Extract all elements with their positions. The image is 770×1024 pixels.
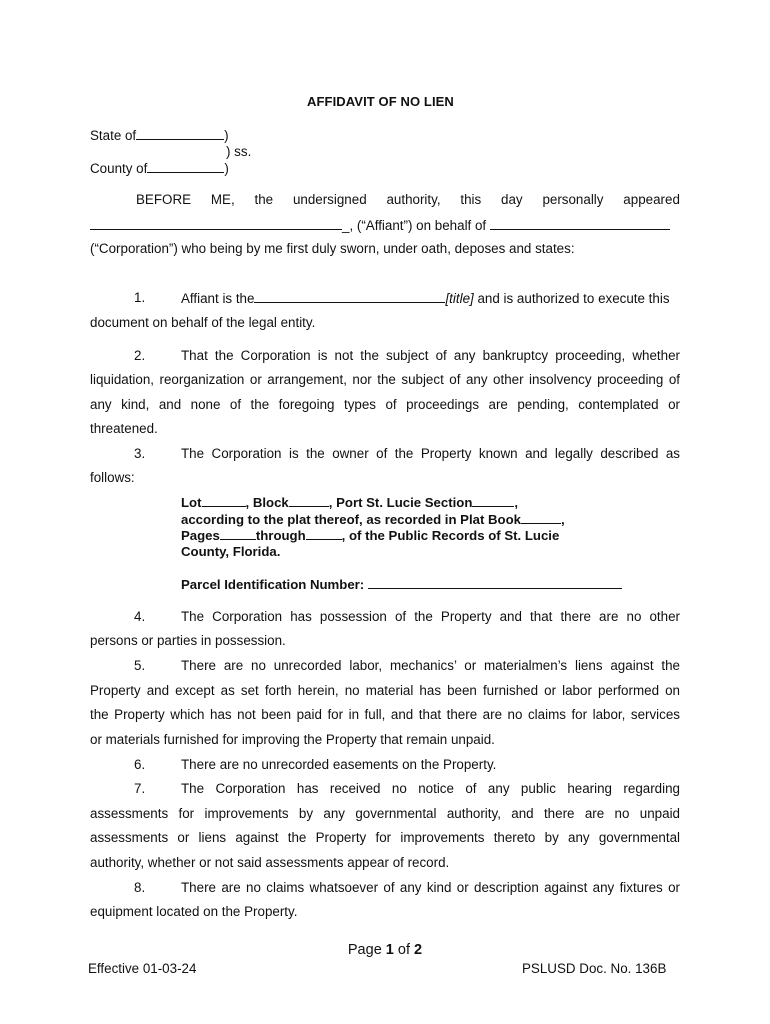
paragraph-2-line-4: threatened. — [90, 421, 158, 436]
legal-description-line-3 — [181, 527, 559, 545]
intro-word: ME, — [210, 192, 235, 207]
paragraph-8-line-2: equipment located on the Property. — [90, 904, 298, 919]
plat-book-label: according to the plat thereof, as recorded in Plat Book — [181, 512, 522, 527]
paragraph-6-first-line: There are no unrecorded easements on the Property. — [181, 757, 497, 772]
p1-text-b: and is authorized to execute this — [477, 291, 670, 306]
p1-text-a: Affiant is the — [181, 291, 255, 306]
affiant-name-blank — [90, 217, 342, 230]
paragraph-3-line-2: follows: — [90, 470, 135, 485]
page-of: of — [393, 942, 415, 958]
paragraph-8-number: 8. — [134, 880, 146, 895]
state-blank — [136, 127, 224, 140]
paragraph-2-first-line: That the Corporation is not the subject of any bankruptcy proceeding, whether — [181, 348, 680, 363]
county-blank — [147, 160, 224, 173]
paragraph-5-number: 5. — [134, 658, 146, 673]
paragraph-4-number: 4. — [134, 609, 146, 624]
paragraph-8-first-line: There are no claims whatsoever of any kind or description against any fixtures or — [181, 880, 680, 895]
legal-description-line-4: County, Florida. — [181, 544, 281, 559]
intro-line-1 — [136, 192, 680, 208]
paragraph-2-line-2: liquidation, reorganization or arrangement, nor the subject of any other insolvency proceeding of — [90, 372, 680, 387]
section-blank — [472, 494, 514, 507]
state-close: ) — [224, 128, 229, 143]
document-title: AFFIDAVIT OF NO LIEN — [307, 94, 454, 109]
pages-start-blank — [220, 527, 256, 540]
block-blank — [289, 494, 329, 507]
parcel-id-label: Parcel Identification Number: — [181, 577, 365, 592]
paragraph-7-first-line: The Corporation has received no notice of any public hearing regarding — [181, 781, 680, 796]
block-label: , Block — [245, 495, 289, 510]
corporation-name-blank — [490, 217, 670, 230]
legal-l1-end: , — [514, 495, 519, 510]
plat-book-blank — [521, 511, 561, 524]
intro-word: personally — [542, 192, 604, 207]
paragraph-1-number: 1. — [134, 290, 146, 305]
p1-title-placeholder: [title] — [445, 291, 474, 306]
legal-l2-end: , — [561, 512, 565, 527]
legal-description-line-2 — [181, 511, 565, 529]
county-label: County of — [90, 161, 148, 176]
county-close: ) — [224, 161, 229, 176]
pages-end-blank — [306, 527, 342, 540]
intro-word: day — [501, 192, 523, 207]
state-label: State of — [90, 128, 137, 143]
intro-line-2 — [90, 217, 670, 234]
through-label: through — [255, 528, 306, 543]
document-number: PSLUSD Doc. No. 136B — [522, 961, 667, 976]
intro-word: this — [460, 192, 482, 207]
paragraph-1-continuation: document on behalf of the legal entity. — [90, 315, 316, 330]
paragraph-4-line-2: persons or parties in possession. — [90, 633, 286, 648]
ss-marker: ) ss. — [226, 144, 252, 159]
parcel-id-line — [181, 576, 622, 594]
county-line — [90, 160, 229, 177]
page-current: 1 — [385, 942, 394, 958]
paragraph-7-line-3: assessments or liens against the Property for improvements thereto by any governmental — [90, 830, 680, 845]
intro-word: authority, — [386, 192, 441, 207]
pages-label: Pages — [181, 528, 220, 543]
paragraph-7-line-2: assessments for improvements by any governmental authority, and there are no unpaid — [90, 806, 680, 821]
section-label: , Port St. Lucie Section — [328, 495, 473, 510]
intro-line-3: (“Corporation”) who being by me first duly sworn, under oath, deposes and states: — [90, 241, 575, 256]
state-line — [90, 127, 229, 144]
page-number — [0, 942, 770, 958]
paragraph-7-number: 7. — [134, 781, 146, 796]
lot-blank — [202, 494, 246, 507]
paragraph-5-line-4: or materials furnished for improving the Property that remain unpaid. — [90, 732, 495, 747]
paragraph-3-number: 3. — [134, 446, 146, 461]
legal-l3-end: , of the Public Records of St. Lucie — [341, 528, 560, 543]
intro-word: BEFORE — [136, 192, 192, 207]
paragraph-2-number: 2. — [134, 348, 146, 363]
paragraph-2-line-3: any kind, and none of the foregoing types of proceedings are pending, contemplated or — [90, 397, 680, 412]
intro-word: the — [254, 192, 274, 207]
paragraph-4-first-line: The Corporation has possession of the Property and that there are no other — [181, 609, 680, 624]
paragraph-5-line-2: Property and except as set forth herein, no material has been furnished or labor performed on — [90, 683, 680, 698]
paragraph-3-first-line: The Corporation is the owner of the Property known and legally described as — [181, 446, 680, 461]
effective-date: Effective 01-03-24 — [88, 961, 197, 976]
legal-description-line-1 — [181, 494, 518, 512]
paragraph-1-first-line — [181, 290, 670, 307]
affiant-title-blank — [254, 290, 445, 303]
intro-word: appeared — [623, 192, 680, 207]
intro-line-2-text: _, (“Affiant”) on behalf of — [342, 218, 487, 233]
lot-label: Lot — [181, 495, 202, 510]
parcel-id-blank — [368, 576, 622, 589]
page-total: 2 — [414, 942, 423, 958]
paragraph-7-line-4: authority, whether or not said assessments appear of record. — [90, 855, 450, 870]
intro-word: undersigned — [292, 192, 367, 207]
page-prefix: Page — [347, 942, 386, 958]
paragraph-6-number: 6. — [134, 757, 146, 772]
paragraph-5-line-3: the Property which has not been paid for in full, and that there are no claims for labor, services — [90, 707, 680, 722]
paragraph-5-first-line: There are no unrecorded labor, mechanics’ or materialmen’s liens against the — [181, 658, 680, 673]
